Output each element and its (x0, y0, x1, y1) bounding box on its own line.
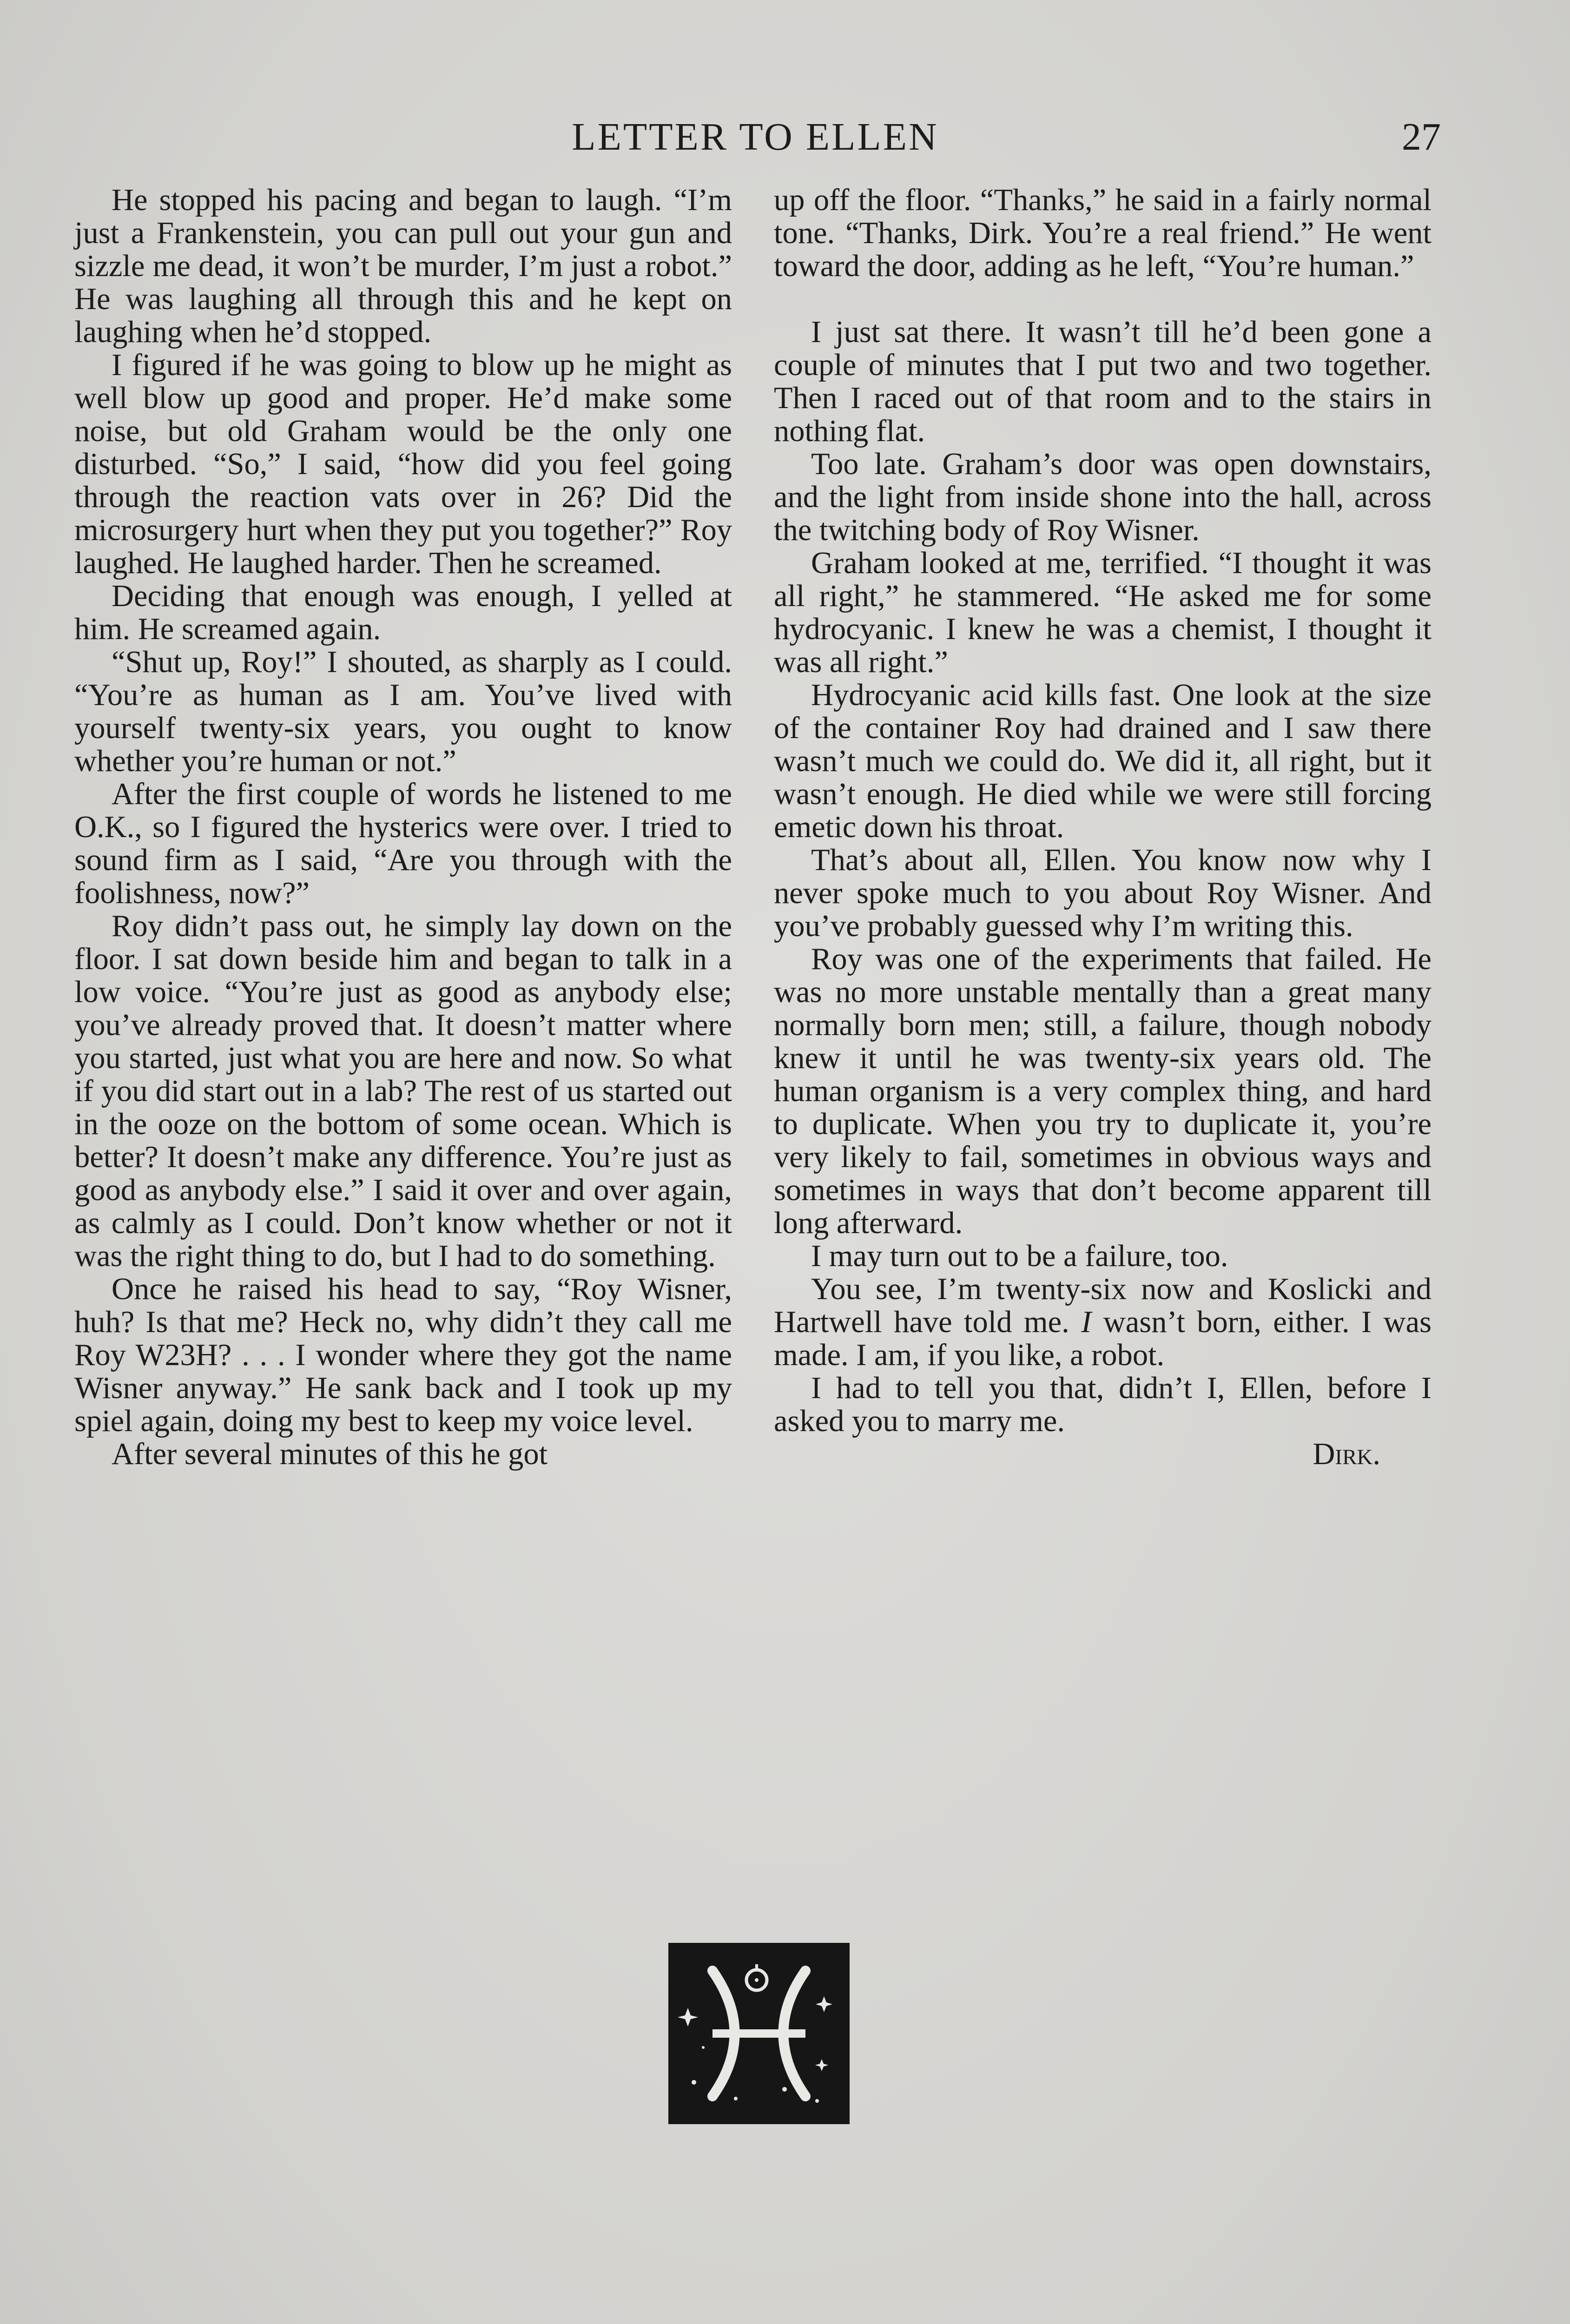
page-number: 27 (1402, 115, 1441, 158)
confession-paragraph (774, 1273, 1431, 1372)
paragraph: That’s about all, Ellen. You know now why I never spoke much to you about Roy Wisner. And you’ve probably guessed why I’m writing this. (774, 843, 1431, 943)
right-column (774, 184, 1431, 1471)
signature: Dirk. (1313, 1437, 1380, 1471)
paragraph-continuation: up off the floor. “Thanks,” he said in a fairly normal tone. “Thanks, Dirk. You’re a real friend.” He went toward the door, adding as he left, “You’re human.” (774, 183, 1431, 283)
paragraph: I may turn out to be a failure, too. (811, 1239, 1228, 1273)
running-head (70, 109, 1441, 165)
paragraph: Roy didn’t pass out, he simply lay down on the floor. I sat down beside him and began to talk in a low voice. “You’re just as good as anybody else; you’ve already proved that. It doesn’t matter where you started, just what you are here and now. So what if you did start out in a lab? The rest of us started out in the ooze on the bottom of some ocean. Which is better? It doesn’t make any difference. You’re just as good as anybody else.” I said it over and over again, as calmly as I could. Don’t know whether or not it was the right thing to do, but I had to do something. (74, 909, 732, 1273)
pisces-zodiac-emblem-icon (668, 1943, 850, 2124)
paragraph: Roy was one of the experiments that failed. He was no more unstable mentally than a great many normally born men; still, a failure, though nobody knew it until he was twenty-six years old. The human organism is a very complex thing, and hard to duplicate. When you try to duplicate it, you’re very likely to fail, sometimes in obvious ways and sometimes in ways that don’t become apparent till long afterward. (774, 942, 1431, 1240)
paragraph: Graham looked at me, terrified. “I thought it was all right,” he stammered. “He asked me for some hydrocyanic. I knew he was a chemist, I thought it was all right.” (774, 546, 1431, 679)
paragraph: I just sat there. It wasn’t till he’d been gone a couple of minutes that I put two and two together. Then I raced out of that room and to the stairs in nothing flat. (774, 315, 1431, 448)
paragraph: I had to tell you that, didn’t I, Ellen, before I asked you to marry me. (774, 1371, 1431, 1438)
confession-text: wasn’t born, either. I was made. I am, if you like, a robot. (774, 1305, 1431, 1372)
paragraph: He stopped his pacing and began to laugh. “I’m just a Frankenstein, you can pull out your gun and sizzle me dead, it won’t be murder, I’m just a robot.” He was laughing all through this and he kept on laughing when he’d stopped. (74, 183, 732, 349)
paragraph: Once he raised his head to say, “Roy Wisner, huh? Is that me? Heck no, why didn’t they call me Roy W23H? . . . I wonder where they got the name Wisner anyway.” He sank back and I took up my spiel again, doing my best to keep my voice level. (74, 1272, 732, 1438)
paragraph: “Shut up, Roy!” I shouted, as sharply as I could. “You’re as human as I am. You’ve lived with yourself twenty-six years, you ought to know whether you’re human or not.” (74, 645, 732, 778)
left-column (74, 184, 732, 1471)
paragraph: I figured if he was going to blow up he might as well blow up good and proper. He’d make some noise, but old Graham would be the only one disturbed. “So,” I said, “how did you feel going through the reaction vats over in 26? Did the microsurgery hurt when they put you together?” Roy laughed. He laughed harder. Then he screamed. (74, 348, 732, 580)
confession-text: You see, I’m twenty-six now and Koslicki and Hartwell have told me. (774, 1272, 1431, 1339)
paragraph: After the first couple of words he listened to me O.K., so I figured the hysterics were over. I tried to sound firm as I said, “Are you through with the foolishness, now?” (74, 777, 732, 910)
emphasis-text: I (1081, 1305, 1092, 1339)
paragraph: Too late. Graham’s door was open downstairs, and the light from inside shone into the hall, across the twitching body of Roy Wisner. (774, 447, 1431, 547)
paragraph: Deciding that enough was enough, I yelled at him. He screamed again. (74, 579, 732, 646)
paragraph: Hydrocyanic acid kills fast. One look at the size of the container Roy had drained and I saw there wasn’t much we could do. We did it, all right, but it wasn’t enough. He died while we were still forcing emetic down his throat. (774, 678, 1431, 844)
paragraph: After several minutes of this he got (112, 1437, 548, 1471)
page-title: LETTER TO ELLEN (572, 115, 939, 158)
